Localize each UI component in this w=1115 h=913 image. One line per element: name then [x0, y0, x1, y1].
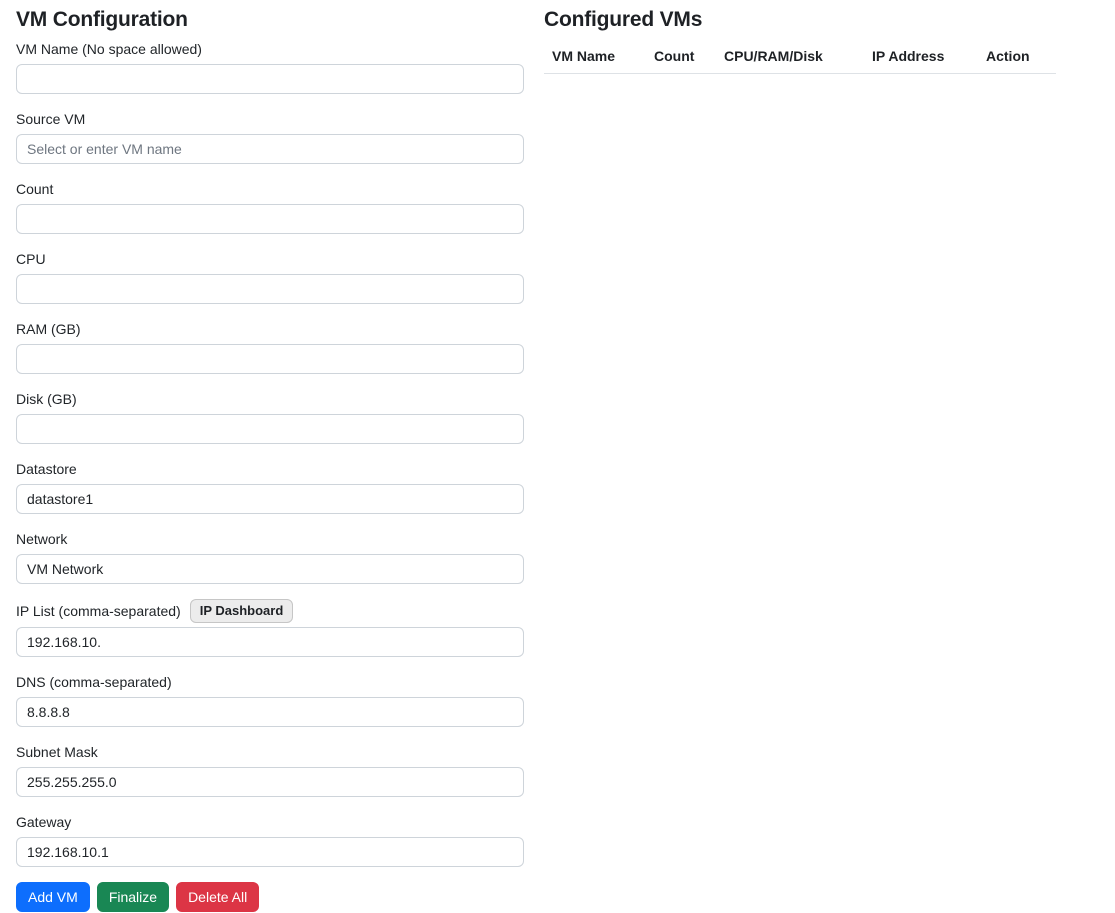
add-vm-button[interactable]: Add VM — [16, 882, 90, 912]
source-vm-input[interactable] — [16, 134, 524, 164]
network-input[interactable] — [16, 554, 524, 584]
gateway-input[interactable] — [16, 837, 524, 867]
count-field — [16, 179, 524, 234]
dns-field — [16, 672, 524, 727]
vm-name-field — [16, 39, 524, 94]
configured-vms-table — [544, 41, 1056, 74]
ip-list-input[interactable] — [16, 627, 524, 657]
configured-vms-title: Configured VMs — [544, 8, 703, 31]
datastore-field — [16, 459, 524, 514]
count-label: Count — [16, 181, 54, 197]
dns-label: DNS (comma-separated) — [16, 674, 172, 690]
vm-configuration-panel — [16, 8, 524, 912]
ram-input[interactable] — [16, 344, 524, 374]
ip-list-field — [16, 599, 524, 657]
source-vm-field — [16, 109, 524, 164]
vm-name-input[interactable] — [16, 64, 524, 94]
delete-all-button[interactable]: Delete All — [176, 882, 259, 912]
gateway-label: Gateway — [16, 814, 72, 830]
column-header-cpu-ram-disk: CPU/RAM/Disk — [716, 41, 864, 74]
configured-vms-table-header — [544, 41, 1056, 74]
vm-name-label: VM Name (No space allowed) — [16, 41, 202, 57]
cpu-field — [16, 249, 524, 304]
subnet-mask-input[interactable] — [16, 767, 524, 797]
finalize-button[interactable]: Finalize — [97, 882, 169, 912]
dns-input[interactable] — [16, 697, 524, 727]
disk-label: Disk (GB) — [16, 391, 77, 407]
ip-dashboard-button[interactable]: IP Dashboard — [190, 599, 294, 623]
ip-list-label: IP List (comma-separated) — [16, 602, 181, 619]
disk-input[interactable] — [16, 414, 524, 444]
column-header-ip-address: IP Address — [864, 41, 978, 74]
cpu-input[interactable] — [16, 274, 524, 304]
cpu-label: CPU — [16, 251, 46, 267]
ip-list-label-row — [16, 599, 524, 623]
network-field — [16, 529, 524, 584]
column-header-vm-name: VM Name — [544, 41, 646, 74]
gateway-field — [16, 812, 524, 867]
datastore-input[interactable] — [16, 484, 524, 514]
configured-vms-panel — [544, 8, 1084, 74]
subnet-mask-field — [16, 742, 524, 797]
network-label: Network — [16, 531, 68, 547]
ram-field — [16, 319, 524, 374]
count-input[interactable] — [16, 204, 524, 234]
ram-label: RAM (GB) — [16, 321, 81, 337]
vm-configuration-title: VM Configuration — [16, 8, 188, 31]
disk-field — [16, 389, 524, 444]
subnet-mask-label: Subnet Mask — [16, 744, 98, 760]
form-actions — [16, 882, 524, 912]
source-vm-label: Source VM — [16, 111, 86, 127]
column-header-action: Action — [978, 41, 1056, 74]
datastore-label: Datastore — [16, 461, 77, 477]
column-header-count: Count — [646, 41, 716, 74]
